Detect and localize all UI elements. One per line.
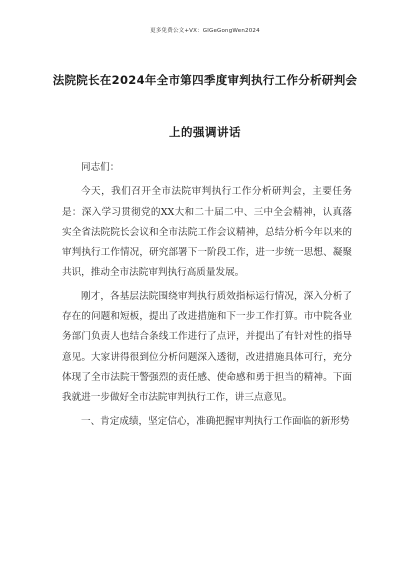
- section-heading-one: 一、肯定成绩，坚定信心，准确把握审判执行工作面临的新形势: [81, 415, 350, 427]
- document-title-line-2: 上的强调讲话: [169, 125, 241, 139]
- document-title-line-1: 法院院长在2024年全市第四季度审判执行工作分析研判会: [52, 73, 358, 87]
- salutation: 同志们：: [81, 162, 120, 173]
- document-body: [62, 158, 352, 435]
- paragraph-opening: 今天，我们召开全市法院审判执行工作分析研判会，主要任务是：深入学习贯彻党的XX大和二十届二中、三中全会精神，认真落实全省法院院长会议和全市法院工作会议精神，总结分析今年以来的审判执行工作情况，研究部署下一阶段工作，进一步统一思想、凝聚共识，推动全市法院审判执行高质量发展。: [62, 186, 352, 279]
- header-note: 更多免费公文+VX：GlGeGongWen2024: [150, 28, 260, 34]
- paragraph-review: 刚才，各基层法院围绕审判执行质效指标运行情况，深入分析了存在的问题和短板，提出了改进措施和下一步工作打算。市中院各业务部门负责人也结合条线工作进行了点评，并提出了有针对性的指导意见。大家讲得很到位分析问题深入透彻，改进措施具体可行，充分体现了全市法院干警强烈的责任感、使命感和勇于担当的精神。下面我就进一步做好全市法院审判执行工作，讲三点意见。: [62, 290, 352, 404]
